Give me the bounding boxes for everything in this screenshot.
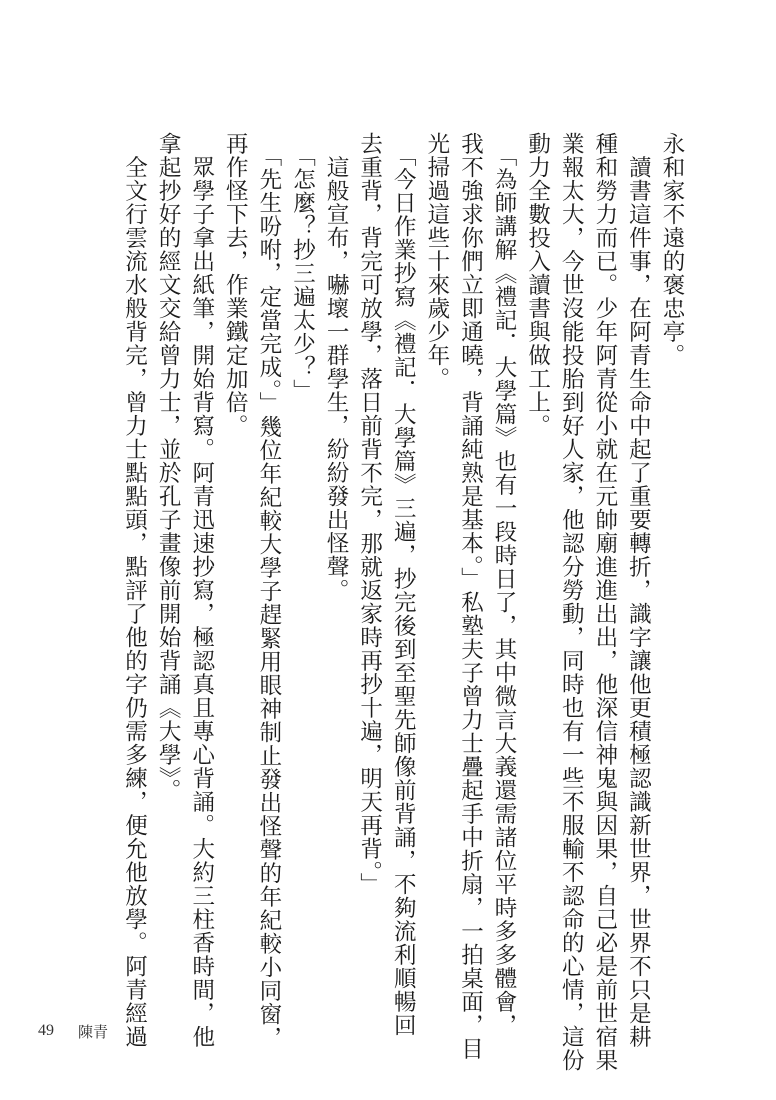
text-line: 業報太大，今世沒能投胎到好人家，他認分勞動，同時也有一些不服輸不認命的心情，這份 <box>558 132 585 1072</box>
text-line: 永和家不遠的褒忠亭。 <box>659 132 685 367</box>
text-line: 「怎麼？抄三遍太少？」 <box>289 132 316 403</box>
text-line: 動力全數投入讀書與做工上。 <box>524 132 551 438</box>
text-line: 全文行雲流水般背完，曾力士點點頭，點評了他的字仍需多練，便允他放學。阿青經過 <box>121 132 148 1049</box>
running-head: 陳青 <box>78 1023 109 1041</box>
page-number: 49 <box>38 1022 54 1039</box>
text-line: 讀書這件事，在阿青生命中起了重要轉折，識字讓他更積極認識新世界，世界不只是耕 <box>625 132 652 1049</box>
text-line: 種和勞力而已。少年阿青從小就在元帥廟進進出出，他深信神鬼與因果，自己必是前世宿果 <box>591 132 618 1072</box>
text-line: 拿起抄好的經文交給曾力士，並於孔子畫像前開始背誦《大學》。 <box>155 132 182 803</box>
text-line: 這般宣布，嚇壞一群學生，紛紛發出怪聲。 <box>323 132 350 602</box>
text-line: 我不強求你們立即通曉，背誦純熟是基本。」私塾夫子曾力士疊起手中折扇，一拍桌面，目 <box>457 132 484 1061</box>
text-line: 再作怪下去，作業鐵定加倍。 <box>222 132 249 438</box>
text-line: 「先生吩咐，定當完成。」幾位年紀較大學子趕緊用眼神制止發出怪聲的年紀較小同窗， <box>255 132 282 1050</box>
text-line: 「為師講解《禮記．大學篇》也有一段時日了，其中微言大義還需諸位平時多多體會， <box>491 132 518 1038</box>
text-line: 去重背，背完可放學，落日前背不完，那就返家時再抄十遍，明天再背。」 <box>356 132 383 897</box>
text-line: 眾學子拿出紙筆，開始背寫。阿青迅速抄寫，極認真且專心背誦。大約三柱香時間，他 <box>188 132 215 1049</box>
text-line: 光掃過這些十來歲少年。 <box>423 132 450 391</box>
text-line: 「今日作業抄寫《禮記．大學篇》三遍，抄完後到至聖先師像前背誦，不夠流利順暢回 <box>390 132 417 1038</box>
